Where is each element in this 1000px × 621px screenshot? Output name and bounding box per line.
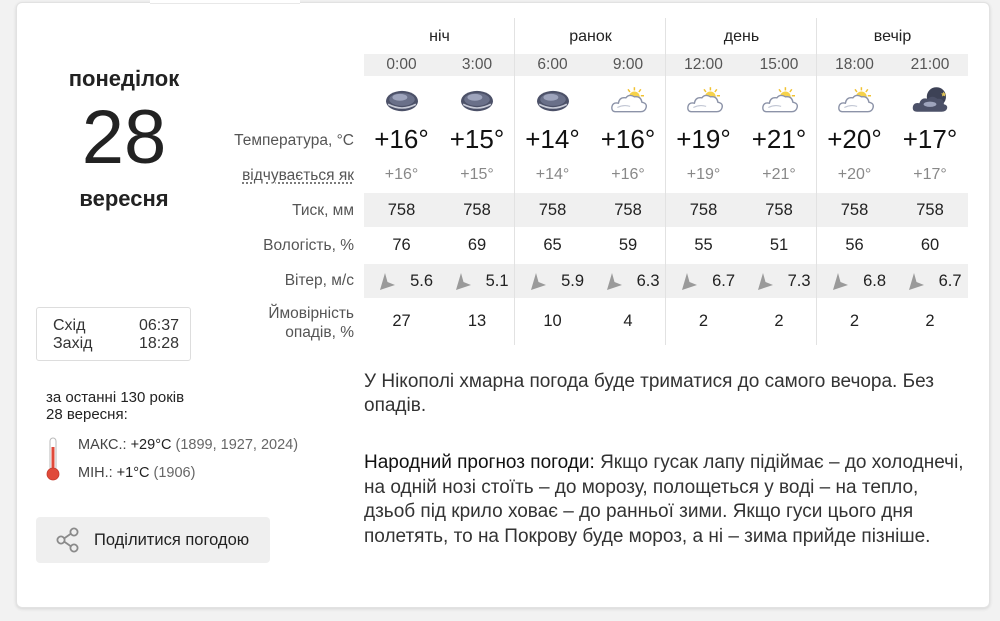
hour-wind (364, 272, 439, 291)
hour-feels-like: +15° (460, 166, 494, 183)
wind-direction-icon (905, 270, 927, 292)
partly-cloudy-day-icon (591, 84, 666, 118)
history-min (78, 465, 195, 481)
hour-temperature: +16° (600, 124, 656, 154)
cloudy-icon (533, 84, 573, 116)
hour-precipitation: 13 (467, 312, 487, 330)
wind-direction-icon (754, 270, 776, 292)
sunrise-label: Схід (53, 317, 86, 334)
wind-direction-icon (527, 270, 549, 292)
sunrise-time: 06:37 (138, 317, 179, 334)
hour-pressure: 758 (840, 201, 869, 219)
partly-cloudy-day-icon (817, 84, 892, 118)
period-header: ніч (429, 28, 450, 45)
wind-direction-icon (829, 270, 851, 292)
hour-precipitation: 4 (623, 312, 633, 330)
hour-temperature: +21° (751, 124, 807, 154)
hour-wind-speed: 6.7 (712, 272, 735, 290)
sunset-time: 18:28 (138, 335, 179, 352)
hour-wind-speed: 5.9 (561, 272, 584, 290)
hour-wind (440, 272, 515, 291)
hour-humidity: 59 (618, 236, 638, 254)
hour-wind (817, 272, 892, 291)
history-min-label: МІН.: (78, 465, 113, 481)
partly-cloudy-day-icon (666, 84, 741, 118)
period-header: ранок (569, 28, 612, 45)
history-max (78, 437, 298, 453)
hour-temperature: +17° (902, 124, 958, 154)
label-pressure: Тиск, мм (292, 202, 354, 219)
period-header: день (723, 28, 760, 45)
partly-cloudy-day-icon (608, 84, 648, 116)
history-min-years: (1906) (153, 465, 196, 481)
hour-precipitation: 2 (849, 312, 860, 330)
partly-cloudy-day-icon (684, 84, 724, 116)
share-weather-button[interactable] (36, 517, 270, 563)
partly-cloudy-night-icon (910, 84, 950, 116)
hour-pressure: 758 (765, 201, 793, 219)
share-icon (54, 526, 82, 554)
sunset-row (53, 335, 179, 353)
hour-feels-like: +16° (611, 166, 645, 183)
hour-humidity: 56 (845, 236, 864, 254)
hour-time: 21:00 (910, 56, 950, 73)
history-max-years: (1899, 1927, 2024) (175, 437, 299, 453)
hour-wind (666, 272, 741, 291)
hour-pressure: 758 (614, 201, 642, 219)
sunrise-row (53, 317, 179, 335)
weekday: понеділок (68, 66, 180, 91)
hour-humidity: 60 (920, 236, 940, 254)
hour-temperature: +16° (374, 124, 429, 154)
hour-time: 0:00 (386, 56, 417, 73)
sunset-label: Захід (53, 335, 93, 352)
hour-pressure: 758 (689, 201, 718, 219)
hour-precipitation: 27 (392, 312, 411, 330)
cloudy-night-icon (364, 84, 439, 118)
hour-wind (591, 272, 666, 291)
partly-cloudy-night-icon (893, 84, 968, 118)
partly-cloudy-day-icon (742, 84, 817, 118)
cloudy-night-icon (457, 84, 497, 116)
wind-direction-icon (376, 270, 398, 292)
hour-temperature: +19° (676, 124, 731, 154)
hour-feels-like: +19° (686, 166, 721, 183)
folk-forecast-text: Якщо гусак лапу підіймає – до холоднечі, на одній нозі стоїть – до морозу, полощеться у воді – на тепло, дзьоб під крило ховає – до ранньої зими. Якщо гуси цього дня полетять, то на Покрову буде мороз, а ні – зима прийде пізніше. (364, 452, 964, 547)
label-temperature: Температура, °C (234, 132, 354, 149)
hour-time: 3:00 (461, 56, 493, 73)
sun-times-box (36, 307, 191, 361)
hour-temperature: +14° (525, 124, 580, 154)
hour-feels-like: +14° (535, 166, 570, 183)
hour-time: 18:00 (835, 56, 874, 73)
history-min-value: +1°C (116, 465, 150, 481)
hour-humidity: 69 (467, 236, 487, 254)
label-precip-line1: Ймовірність (268, 305, 354, 322)
label-feels-like[interactable]: відчувається як (242, 167, 354, 184)
hour-wind (893, 272, 968, 291)
hour-wind (515, 272, 590, 291)
hour-feels-like: +16° (384, 166, 419, 183)
hour-precipitation: 10 (543, 312, 562, 330)
hour-temperature: +15° (449, 124, 505, 154)
history-max-label: МАКС.: (78, 437, 127, 453)
hour-temperature: +20° (827, 124, 882, 154)
period-header: вечір (873, 28, 912, 45)
label-humidity: Вологість, % (263, 237, 354, 254)
hour-humidity: 76 (392, 236, 411, 254)
history-title (46, 389, 246, 423)
hour-pressure: 758 (538, 201, 567, 219)
history-title-line1: за останні 130 років (46, 389, 185, 406)
hour-precipitation: 2 (774, 312, 784, 330)
month: вересня (79, 186, 169, 211)
hour-wind-speed: 6.8 (863, 272, 886, 290)
hour-precipitation: 2 (925, 312, 935, 330)
label-precip-line2: опадів, % (285, 324, 354, 341)
hour-wind-speed: 6.3 (636, 272, 660, 290)
hour-wind-speed: 5.6 (410, 272, 433, 290)
hour-humidity: 51 (769, 236, 789, 254)
hour-time: 12:00 (684, 56, 723, 73)
wind-direction-icon (452, 270, 474, 292)
hour-time: 15:00 (759, 56, 799, 73)
thermometer-icon (46, 437, 60, 481)
partly-cloudy-day-icon (759, 84, 799, 116)
hour-pressure: 758 (463, 201, 491, 219)
share-label: Поділитися погодою (94, 530, 250, 549)
cloudy-night-icon (440, 84, 515, 118)
hour-precipitation: 2 (698, 312, 709, 330)
hour-pressure: 758 (387, 201, 416, 219)
cloudy-night-icon (382, 84, 422, 116)
cloudy-icon (515, 84, 590, 118)
hour-wind-speed: 6.7 (938, 272, 962, 290)
day-number: 28 (81, 95, 167, 180)
hour-time: 9:00 (612, 56, 644, 73)
hour-feels-like: +20° (837, 166, 872, 183)
hour-wind-speed: 5.1 (485, 272, 509, 290)
hour-pressure: 758 (916, 201, 944, 219)
history-max-value: +29°C (130, 437, 172, 453)
hour-time: 6:00 (537, 56, 568, 73)
hour-feels-like: +21° (762, 166, 796, 183)
partly-cloudy-day-icon (835, 84, 875, 116)
label-wind: Вітер, м/с (284, 272, 354, 289)
wind-direction-icon (603, 270, 625, 292)
hour-wind-speed: 7.3 (787, 272, 811, 290)
folk-forecast (364, 451, 970, 549)
hour-wind (742, 272, 817, 291)
history-title-line2: 28 вересня: (46, 406, 128, 423)
tab-indicator (150, 0, 300, 4)
hour-humidity: 65 (543, 236, 562, 254)
weather-description: У Нікополі хмарна погода буде триматися до самого вечора. Без опадів. (364, 371, 934, 416)
hour-humidity: 55 (694, 236, 713, 254)
hour-feels-like: +17° (913, 166, 947, 183)
wind-direction-icon (678, 270, 700, 292)
folk-forecast-title: Народний прогноз погоди: (364, 452, 595, 473)
